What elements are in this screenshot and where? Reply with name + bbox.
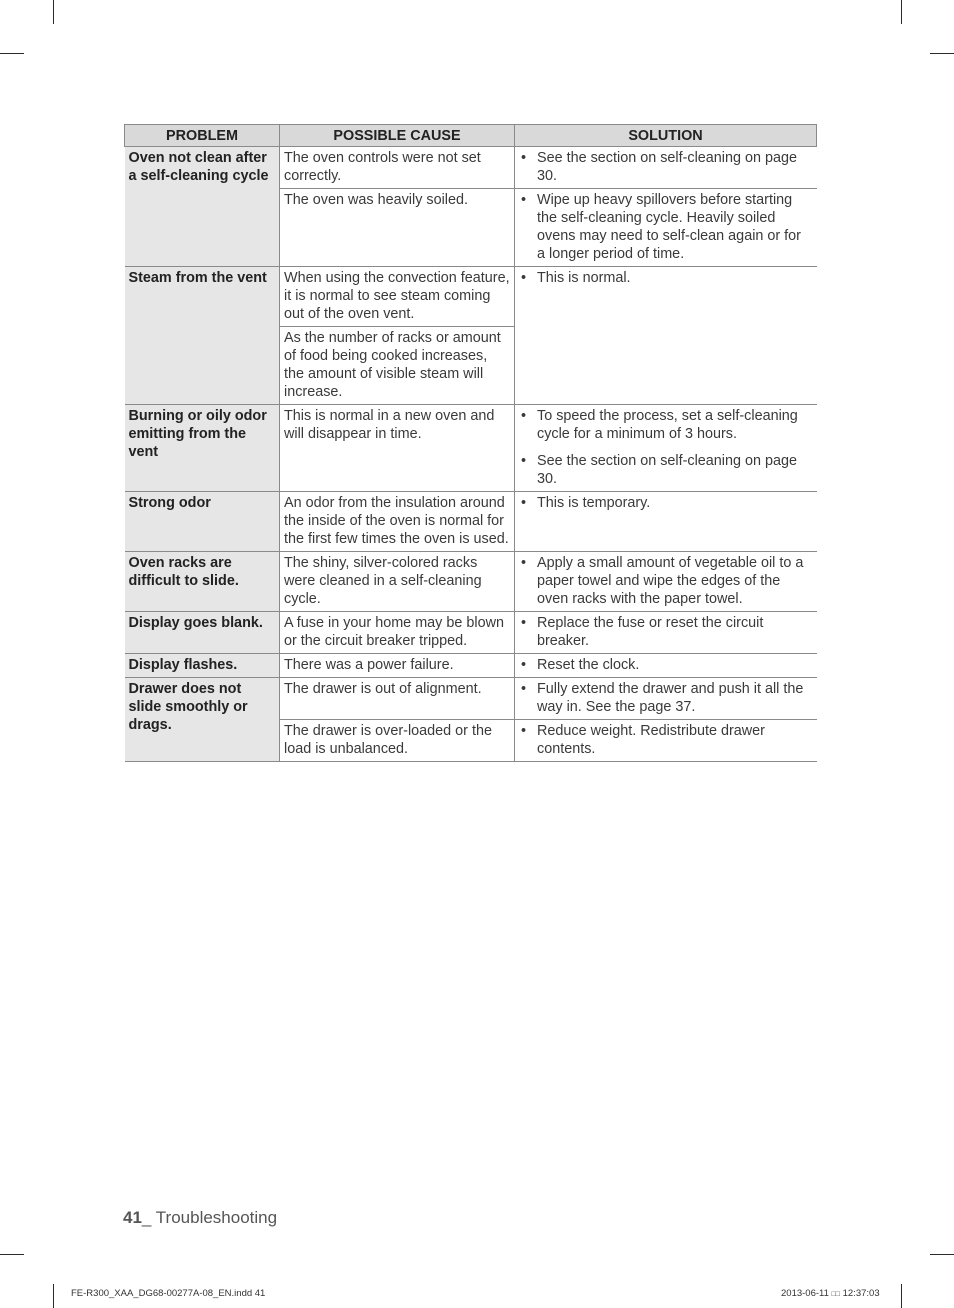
header-problem: PROBLEM	[125, 125, 280, 147]
solution-text: Replace the fuse or reset the circuit breaker.	[537, 615, 764, 649]
page-number: 41	[123, 1208, 142, 1227]
bullet-icon: •	[521, 657, 527, 673]
crop-mark	[930, 1254, 954, 1255]
table-row	[125, 492, 817, 552]
cause-cell: This is normal in a new oven and will disappear in time.	[280, 405, 515, 492]
table-row	[125, 612, 817, 654]
solution-item	[519, 452, 813, 488]
problem-cell: Steam from the vent	[125, 267, 280, 405]
solution-cell	[515, 612, 817, 654]
solution-text: See the section on self-cleaning on page 30.	[537, 453, 798, 487]
table-row	[125, 147, 817, 189]
table-row	[125, 552, 817, 612]
solution-cell	[515, 405, 817, 492]
solution-cell	[515, 654, 817, 678]
problem-cell: Burning or oily odor emitting from the vent	[125, 405, 280, 492]
solution-text: Reduce weight. Redistribute drawer contents.	[537, 723, 765, 757]
bullet-icon: •	[521, 408, 527, 424]
cause-cell: When using the convection feature, it is normal to see steam coming out of the oven vent.	[280, 267, 515, 327]
bullet-icon: •	[521, 723, 527, 739]
slug-date: 2013-06-11	[781, 1288, 829, 1299]
cause-cell: As the number of racks or amount of food being cooked increases, the amount of visible steam will increase.	[280, 327, 515, 405]
table-row	[125, 654, 817, 678]
solution-item	[519, 656, 813, 674]
table-header-row	[125, 125, 817, 147]
solution-cell	[515, 492, 817, 552]
crop-mark	[53, 1284, 54, 1308]
cause-cell: The drawer is over-loaded or the load is unbalanced.	[280, 720, 515, 762]
solution-text: Apply a small amount of vegetable oil to a paper towel and wipe the edges of the oven racks with the paper towel.	[537, 555, 804, 607]
cause-cell: A fuse in your home may be blown or the circuit breaker tripped.	[280, 612, 515, 654]
slug-time: 12:37:03	[842, 1288, 880, 1299]
problem-cell: Strong odor	[125, 492, 280, 552]
table-row	[125, 267, 817, 327]
solution-cell	[515, 552, 817, 612]
bullet-icon: •	[521, 555, 527, 571]
cause-cell: The oven was heavily soiled.	[280, 189, 515, 267]
solution-text: See the section on self-cleaning on page 30.	[537, 150, 798, 184]
bullet-icon: •	[521, 192, 527, 208]
page-footer-title	[123, 1208, 277, 1228]
bullet-icon: •	[521, 681, 527, 697]
solution-item	[519, 554, 813, 608]
crop-mark	[901, 0, 902, 24]
solution-text: Reset the clock.	[537, 657, 640, 673]
problem-cell: Oven racks are difficult to slide.	[125, 552, 280, 612]
solution-item	[519, 494, 813, 512]
solution-item	[519, 722, 813, 758]
solution-cell	[515, 189, 817, 267]
cause-cell: The oven controls were not set correctly.	[280, 147, 515, 189]
solution-item	[519, 680, 813, 716]
cause-cell: There was a power failure.	[280, 654, 515, 678]
solution-text: This is normal.	[537, 270, 631, 286]
crop-mark	[0, 53, 24, 54]
solution-text: This is temporary.	[537, 495, 651, 511]
solution-item	[519, 269, 813, 287]
solution-item	[519, 191, 813, 263]
solution-cell	[515, 147, 817, 189]
solution-text: Fully extend the drawer and push it all the way in. See the page 37.	[537, 681, 804, 715]
bullet-icon: •	[521, 615, 527, 631]
solution-text: Wipe up heavy spillovers before starting the self-cleaning cycle. Heavily soiled ovens may need to self-clean again or for a longer period of time.	[537, 192, 801, 262]
slug-date-time	[781, 1288, 880, 1299]
bullet-icon: •	[521, 453, 527, 469]
problem-cell: Display goes blank.	[125, 612, 280, 654]
solution-item	[519, 614, 813, 650]
crop-mark	[53, 0, 54, 24]
section-name: _ Troubleshooting	[141, 1208, 278, 1227]
header-possible-cause: POSSIBLE CAUSE	[280, 125, 515, 147]
table-row	[125, 405, 817, 492]
solution-item	[519, 149, 813, 185]
solution-item	[519, 407, 813, 443]
header-solution: SOLUTION	[515, 125, 817, 147]
troubleshooting-table	[124, 124, 817, 762]
solution-cell	[515, 267, 817, 405]
crop-mark	[930, 53, 954, 54]
solution-cell	[515, 720, 817, 762]
solution-cell	[515, 678, 817, 720]
cause-cell: The drawer is out of alignment.	[280, 678, 515, 720]
bullet-icon: •	[521, 270, 527, 286]
crop-mark	[901, 1284, 902, 1308]
cause-cell: The shiny, silver-colored racks were cleaned in a self-cleaning cycle.	[280, 552, 515, 612]
problem-cell: Oven not clean after a self-cleaning cycle	[125, 147, 280, 267]
slug-time-marker: □□	[831, 1291, 840, 1298]
bullet-icon: •	[521, 495, 527, 511]
cause-cell: An odor from the insulation around the inside of the oven is normal for the first few times the oven is used.	[280, 492, 515, 552]
problem-cell: Drawer does not slide smoothly or drags.	[125, 678, 280, 762]
solution-text: To speed the process, set a self-cleaning cycle for a minimum of 3 hours.	[537, 408, 798, 442]
problem-cell: Display flashes.	[125, 654, 280, 678]
table-row	[125, 678, 817, 720]
file-slug: FE-R300_XAA_DG68-00277A-08_EN.indd 41	[71, 1288, 266, 1299]
bullet-icon: •	[521, 150, 527, 166]
crop-mark	[0, 1254, 24, 1255]
